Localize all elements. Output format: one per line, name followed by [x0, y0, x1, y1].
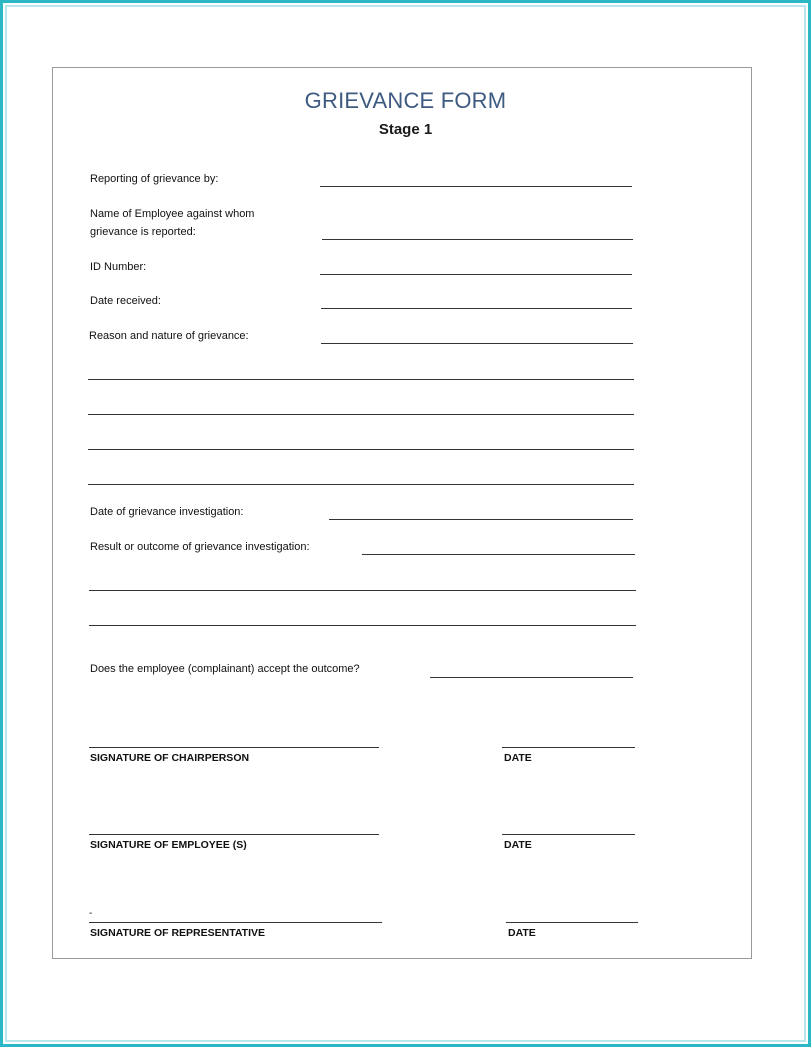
result-line-2[interactable]: [89, 625, 636, 626]
investigation-date-field[interactable]: [329, 519, 633, 520]
result-field[interactable]: [362, 554, 635, 555]
chairperson-signature-line[interactable]: [89, 747, 379, 748]
chairperson-date-line[interactable]: [502, 747, 635, 748]
reason-line-4[interactable]: [88, 484, 634, 485]
reason-line-3[interactable]: [88, 449, 634, 450]
reason-line-2[interactable]: [88, 414, 634, 415]
representative-signature-label: SIGNATURE OF REPRESENTATIVE: [90, 927, 266, 939]
accept-label: Does the employee (complainant) accept the outcome?: [90, 663, 360, 675]
reporting-field[interactable]: [320, 186, 632, 187]
employee-date-line[interactable]: [502, 834, 635, 835]
id-number-field[interactable]: [320, 274, 632, 275]
representative-dash: -: [89, 908, 93, 919]
result-label: Result or outcome of grievance investigation:: [90, 541, 310, 553]
date-received-label: Date received:: [90, 295, 161, 307]
employee-date-label: DATE: [504, 839, 532, 851]
reason-line-1[interactable]: [88, 379, 634, 380]
chairperson-date-label: DATE: [504, 752, 532, 764]
reason-field[interactable]: [321, 343, 633, 344]
reporting-label: Reporting of grievance by:: [90, 173, 219, 185]
representative-date-label: DATE: [508, 927, 536, 939]
representative-date-line[interactable]: [506, 922, 638, 923]
result-line-1[interactable]: [89, 590, 636, 591]
representative-signature-line[interactable]: [89, 922, 382, 923]
chairperson-signature-label: SIGNATURE OF CHAIRPERSON: [90, 752, 250, 764]
id-number-label: ID Number:: [90, 261, 147, 273]
employee-signature-label: SIGNATURE OF EMPLOYEE (S): [90, 839, 247, 851]
form-stage: Stage 1: [378, 121, 433, 138]
employee-label-line2: grievance is reported:: [90, 226, 196, 238]
accept-field[interactable]: [430, 677, 633, 678]
investigation-date-label: Date of grievance investigation:: [90, 506, 244, 518]
employee-field[interactable]: [322, 239, 633, 240]
employee-label-line1: Name of Employee against whom: [90, 208, 255, 220]
reason-label: Reason and nature of grievance:: [89, 330, 249, 342]
employee-signature-line[interactable]: [89, 834, 379, 835]
date-received-field[interactable]: [321, 308, 632, 309]
form-title: GRIEVANCE FORM: [304, 88, 507, 113]
